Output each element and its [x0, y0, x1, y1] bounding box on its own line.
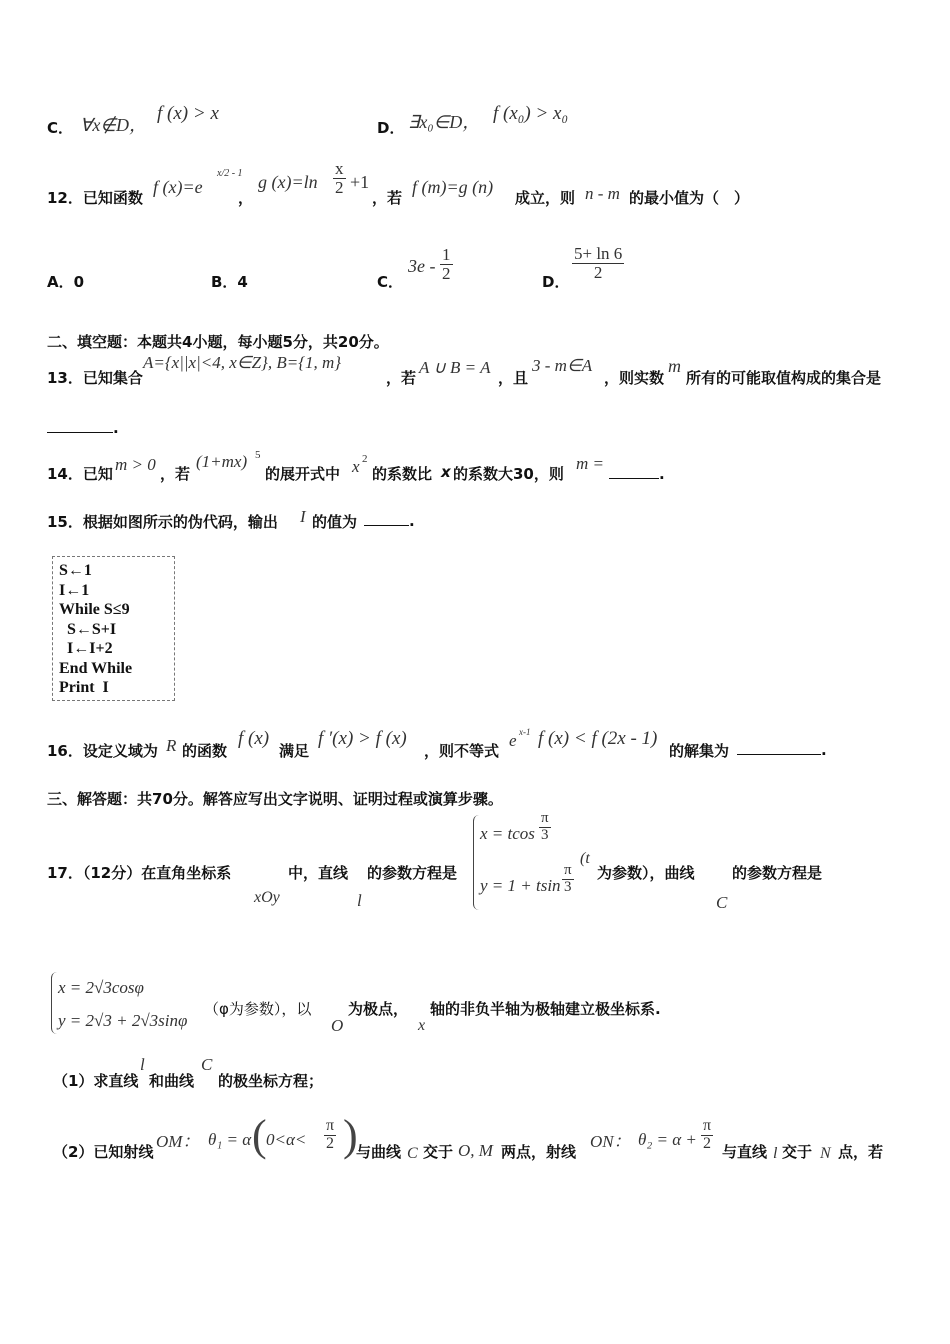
q14-ans: m =	[576, 454, 604, 473]
q17-part2-e: 与直线	[722, 1143, 768, 1161]
q16-R: R	[166, 736, 177, 755]
q16-ineq-e: e	[509, 731, 517, 750]
q14-number: 14．已知	[47, 465, 113, 483]
q12-number: 12．已知函数	[47, 189, 143, 207]
q12-text3: 的最小值为（ ）	[629, 189, 750, 207]
q14-text1: ，若	[160, 465, 191, 483]
q13-text4: 所有的可能取值构成的集合是	[686, 369, 882, 387]
q16-text5: 的解集为	[669, 742, 730, 760]
q13-number: 13．已知集合	[47, 369, 143, 387]
q12-text2: 成立，则	[515, 189, 576, 207]
q12-comma: ，	[238, 189, 254, 207]
q17-range-frac: π 2	[326, 1117, 335, 1152]
section-2-heading: 二、填空题：本题共4小题，每小题5分，共20分。	[47, 333, 389, 351]
q12-g-plus: +1	[350, 172, 370, 192]
code-line-4: S←S+I	[59, 620, 117, 638]
q17-part2-a: （2）已知射线	[53, 1143, 154, 1161]
q14-exp: 5	[255, 449, 261, 461]
q14-text4: 的系数大30，则	[453, 465, 564, 483]
q17-C: C	[716, 893, 728, 912]
q17-text1: 17．（12分）在直角坐标系	[47, 864, 232, 882]
code-line-6: End While	[59, 659, 133, 677]
q12-option-d: D．	[542, 273, 570, 291]
q17-text2: 中，直线	[288, 864, 349, 882]
q17-text4: 为参数），曲线	[597, 864, 695, 882]
q17-part2-g: 点，若	[838, 1143, 884, 1161]
q15-text2: 的值为	[312, 513, 358, 531]
q16-text3: 满足	[279, 742, 310, 760]
q17-text5: 的参数方程是	[732, 864, 823, 882]
curve-param-brace	[51, 972, 58, 1034]
q17-theta2-frac: π 2	[703, 1117, 712, 1152]
q17-part1-a: （1）求直线	[53, 1072, 139, 1090]
q14-x2: x	[352, 457, 360, 476]
q17-range-lparen: (	[252, 1111, 267, 1160]
q12-option-d-frac: 5+ ln 6 2	[574, 244, 623, 282]
q13-answer-blank: .	[47, 419, 119, 437]
q12-option-c-math: 3e -	[408, 256, 436, 276]
code-line-1: S←1	[59, 562, 92, 579]
q13-text1: ，若	[386, 369, 417, 387]
q17-part2-b: 与曲线	[356, 1143, 402, 1161]
q16-answer-blank: .	[737, 740, 827, 759]
q16-ineq-rest: f (x) < f (2x - 1)	[538, 728, 658, 749]
q17-OM-points: O, M	[458, 1141, 493, 1160]
q16-text2: 的函数	[182, 742, 228, 760]
q13-cond1: A ∪ B = A	[419, 358, 491, 377]
option-c-math2: f (x) > x	[157, 103, 219, 124]
option-c-label: C．	[47, 119, 74, 137]
q13-var: m	[668, 356, 681, 376]
q17-l: l	[357, 891, 362, 910]
q12-f-def: f (x)=e	[153, 177, 203, 197]
q12-g-frac: x 2	[335, 159, 344, 197]
code-line-5: I←I+2	[59, 640, 113, 657]
q17-part1-c: 的极坐标方程；	[218, 1072, 324, 1090]
q17-part1-l: l	[140, 1055, 145, 1074]
q17-eq2-frac: π 3	[564, 862, 572, 895]
q17-part1-b: 和曲线	[149, 1072, 195, 1090]
q17-part2-c: 交于	[423, 1143, 454, 1161]
q17-range: 0<α<	[266, 1130, 307, 1149]
q16-f: f (x)	[238, 728, 270, 749]
q12-g-def: g (x)=ln	[258, 172, 318, 192]
code-line-3: While S≤9	[59, 601, 130, 618]
option-d-label: D．	[377, 119, 405, 137]
q12-expr: n - m	[585, 184, 620, 203]
q12-cond: f (m)=g (n)	[412, 177, 494, 197]
q12-f-exp: x/2 - 1	[217, 168, 243, 179]
q17-x: x	[418, 1017, 426, 1034]
q15-answer-blank: .	[364, 511, 415, 530]
q17-eq1: x = tcos	[480, 824, 535, 843]
code-line-7: Print I	[59, 679, 109, 696]
q13-cond2: 3 - m∈A	[532, 356, 593, 375]
q16-ineq-exp: x-1	[519, 727, 531, 737]
q13-text2: ，且	[498, 369, 529, 387]
q17-theta1: θ₁ = α	[208, 1130, 252, 1149]
q17-part2-C: C	[407, 1145, 418, 1162]
q17-text3: 的参数方程是	[367, 864, 458, 882]
q12-option-c-frac: 1 2	[442, 245, 451, 283]
q16-text4: ，则不等式	[424, 742, 500, 760]
code-line-2: I←1	[59, 581, 90, 599]
q17-OM: OM：	[156, 1132, 200, 1151]
q17-xOy: xOy	[254, 889, 280, 906]
q17-O: O	[331, 1016, 344, 1035]
q12-text1: ，若	[372, 189, 403, 207]
q17-part1-C: C	[201, 1055, 213, 1074]
q17-part2-l: l	[773, 1145, 778, 1162]
q16-text1: 16．设定义域为	[47, 742, 158, 760]
q14-cond: m > 0	[115, 455, 156, 474]
q13-set-def: A={x||x|<4, x∈Z}, B={1, m}	[143, 353, 342, 372]
q17-theta2: θ₂ = α +	[638, 1130, 697, 1149]
q17-eq1-frac: π 3	[541, 810, 549, 843]
q17-range-rparen: )	[343, 1111, 358, 1160]
q12-option-c: C．	[377, 273, 404, 291]
q14-text2: 的展开式中	[265, 465, 341, 483]
pseudocode	[59, 561, 132, 698]
q12-option-a: A．0	[47, 273, 85, 291]
line-param-brace	[473, 815, 480, 910]
q14-text3: 的系数比	[372, 465, 433, 483]
q14-answer-blank: .	[609, 463, 665, 483]
q17-text8: 轴的非负半轴为极轴建立极坐标系.	[430, 1000, 661, 1018]
q17-ON: ON：	[590, 1132, 631, 1151]
q17-text6: （φ为参数），以	[204, 1000, 312, 1018]
q13-text3: ，则实数	[604, 369, 665, 387]
q14-x2-exp: 2	[362, 453, 368, 465]
q14-x-var: x	[441, 463, 451, 481]
q17-part2-f: 交于	[782, 1143, 813, 1161]
q17-t-var: (t	[580, 850, 590, 867]
q15-var: I	[300, 507, 306, 526]
q17-ceq2: y = 2√3 + 2√3sinφ	[58, 1011, 188, 1030]
q17-eq2: y = 1 + tsin	[480, 876, 561, 895]
q17-ceq1: x = 2√3cosφ	[58, 978, 144, 997]
q15-text1: 15．根据如图所示的伪代码，输出	[47, 513, 278, 531]
q17-text7: 为极点，	[348, 1000, 409, 1018]
q17-part2-d: 两点，射线	[501, 1143, 577, 1161]
option-d-math: ∃x₀∈D，	[408, 112, 481, 132]
q16-cond: f ′(x) > f (x)	[318, 728, 407, 749]
q17-N: N	[820, 1145, 831, 1162]
section-3-heading: 三、解答题：共70分。解答应写出文字说明、证明过程或演算步骤。	[47, 790, 503, 808]
q12-option-b: B．4	[211, 273, 248, 291]
option-d-math2: f (x₀) > x₀	[493, 103, 569, 124]
option-c-math: ∀x∉D，	[80, 115, 147, 135]
q14-expr: (1+mx)	[196, 452, 248, 471]
